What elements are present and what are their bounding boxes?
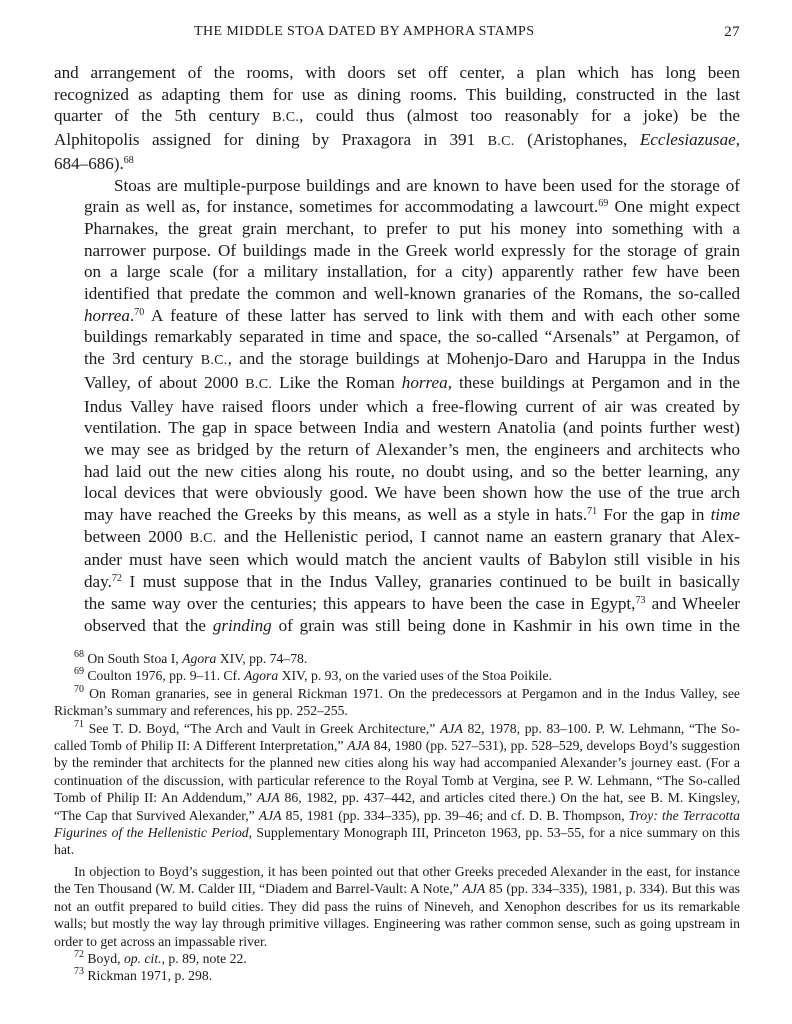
footnote-ref-68[interactable]: 68 (123, 154, 134, 166)
text-run: Coulton 1976, pp. 9–11. Cf. (84, 668, 244, 684)
text-line (54, 615, 740, 637)
text-run: 86, 1982, pp. 437–442, and articles cited there.) On the hat, see B. M. Kingsley, “The Cap that Survived Alexander,” (54, 790, 740, 823)
era-abbrev: B.C. (245, 376, 273, 392)
text-line: Pharnakes, the great grain merchant, to prefer to put his money into something with a (84, 218, 740, 238)
text-run: 84, 1980 (pp. 527–531), pp. 528–529, develops Boyd’s suggestion by the reminder that architects for the planned new cities along his way had accompanied Alexander’s journey east. (For a continuation of the discussion, with particular reference to the Royal Tomb at Vergina, see P. W. Lehmann, “The So-called Tomb of Philip II: An Addendum,” (54, 738, 740, 806)
text-run: In objection to Boyd’s suggestion, it has been pointed out that other Greeks preceded Alexander in the east, for instance the Ten Thousand (W. M. Calder III, “Diadem and Barrel-Vault: A Note,” (54, 863, 740, 897)
text-run: and Wheeler (645, 593, 740, 613)
era-abbrev: B.C. (189, 530, 217, 546)
text-line: ander must have seen which would match the ancient vaults of Babylon still visible in his (84, 550, 740, 570)
text-line (54, 526, 740, 550)
text-run: 684–686). (54, 153, 124, 173)
text-run: Valley, of about 2000 (84, 372, 246, 392)
text-run: XIV, pp. 74–78. (216, 651, 308, 666)
book-title: Troy: the Terracotta Figurines of the Hellenistic Period (54, 807, 740, 841)
journal-title: AJA (258, 807, 282, 823)
footnote-68 (54, 650, 740, 667)
footnote-ref-70[interactable]: 70 (134, 306, 145, 318)
text-run: 82, 1978, pp. 83–100. P. W. Lehmann, “The So-called Tomb of Philip II: A Different Interpretation,” (54, 720, 740, 754)
journal-title: AJA (462, 881, 486, 897)
footnote-71-continuation (54, 863, 740, 950)
text-run: , these buildings at Pergamon and in the (447, 372, 740, 392)
text-run: , Supplementary Monograph III, Princeton 1963, pp. 53–55, for a nice summary on this hat. (54, 825, 740, 858)
page-number: 27 (724, 24, 740, 40)
text-line (54, 372, 740, 396)
text-run: . (129, 305, 135, 325)
text-run: For the gap in (597, 505, 711, 525)
running-header (54, 24, 740, 44)
latin-abbrev: op. cit. (123, 950, 162, 966)
emphasis: time (710, 505, 740, 525)
text-run: A feature of these latter has served to link with them and with each other some (144, 305, 740, 325)
paragraph-1 (54, 62, 740, 175)
text-line: buildings remarkably separated in time and space, the so-called “Arsenals” at Pergamon, of (84, 327, 740, 347)
text-line: we may see as bridged by the return of Alexander’s men, the engineers and architects who (84, 439, 740, 459)
text-run: , (735, 130, 740, 150)
text-run: the same way over the centuries; this appears to have been the case in Egypt, (84, 593, 636, 613)
text-run: , could thus (almost too reasonably for a joke) be the (299, 106, 740, 126)
text-run: One might expect (608, 197, 740, 217)
journal-title: AJA (440, 720, 463, 736)
era-abbrev: B.C. (487, 134, 515, 150)
text-run: 85 (pp. 334–335), 1981, p. 334). But this was not an outfit prepared to build cities. They did pass the ruins of Nineveh, and Xenophon describes for us its remarkable walls; but mostly the way lay through primitive villages. Engineering was rather common sense, such as going upstream in order to get across an impassable river. (54, 881, 740, 949)
text-run: I must suppose that in the Indus Valley, granaries continued to be built in basically (121, 572, 740, 592)
work-title: Ecclesiazusae (639, 130, 736, 150)
text-line (54, 305, 740, 327)
emphasis: grinding (212, 615, 272, 635)
footnote-number: 69 (74, 666, 84, 678)
text-run: quarter of the 5th century (54, 106, 273, 126)
text-line (54, 129, 740, 153)
footnote-ref-72[interactable]: 72 (111, 573, 122, 585)
footnotes (54, 650, 740, 985)
text-line (54, 348, 740, 372)
text-line: identified that predate the common and well-known granaries of the Romans, the so-called (84, 284, 740, 304)
footnote-ref-71[interactable]: 71 (587, 506, 598, 518)
text-run: On Roman granaries, see in general Rickman 1971. On the predecessors at Pergamon and in the Indus Valley, see Rickman’s summary and references, his pp. 252–255. (54, 685, 740, 719)
text-run: Boyd, (84, 950, 124, 966)
text-line: had laid out the new cities along his route, no doubt using, and so the better learning, any (84, 461, 740, 481)
text-line (54, 504, 740, 526)
footnote-ref-69[interactable]: 69 (598, 198, 609, 210)
text-line: and arrangement of the rooms, with doors set off center, a plan which has long been (54, 63, 740, 82)
text-line (54, 153, 740, 175)
journal-title: AJA (347, 738, 371, 754)
footnote-71 (54, 720, 740, 859)
text-run: grain as well as, for instance, sometimes for accommodating a lawcourt. (84, 197, 599, 217)
footnote-ref-73[interactable]: 73 (635, 594, 646, 606)
footnote-number: 68 (74, 649, 84, 660)
text-line (54, 571, 740, 593)
text-run: Alphitopolis assigned for dining by Praxagora in 391 (54, 130, 488, 150)
text-run: of grain was still being done in Kashmir in his own time in the (271, 615, 740, 635)
text-line: Stoas are multiple-purpose buildings and are known to have been used for the storage of (114, 175, 740, 195)
footnote-69 (54, 667, 740, 684)
paragraph-2 (54, 175, 740, 637)
main-text (54, 62, 740, 636)
text-run: , p. 89, note 22. (161, 950, 247, 966)
text-run: Rickman 1971, p. 298. (84, 968, 213, 984)
text-run: 85, 1981 (pp. 334–335), pp. 39–46; and cf. D. B. Thompson, (281, 807, 629, 823)
footnote-70 (54, 685, 740, 720)
text-run: (Aristophanes, (514, 130, 640, 150)
text-line: narrower purpose. Of buildings made in the Greek world expressly for the storage of grain (84, 240, 740, 260)
series-title: Agora (182, 651, 217, 666)
journal-title: AJA (256, 790, 280, 806)
text-run: the 3rd century (84, 349, 201, 369)
latin-term: horrea (401, 372, 448, 392)
text-run: may have reached the Greeks by this means, as well as a style in hats. (84, 505, 588, 525)
footnote-number: 71 (74, 718, 84, 730)
text-line: Indus Valley have raised floors under which a free-flowing current of air was created by (84, 396, 740, 416)
text-run: XIV, p. 93, on the varied uses of the Stoa Poikile. (278, 668, 553, 684)
footnote-73 (54, 967, 740, 984)
series-title: Agora (243, 668, 279, 684)
text-line: ventilation. The gap in space between India and western Anatolia (and points further west) (84, 418, 740, 438)
text-run: between 2000 (84, 526, 190, 546)
text-run: and the Hellenistic period, I cannot name an eastern granary that Alex- (216, 526, 740, 546)
text-run: Like the Roman (272, 372, 402, 392)
footnote-72 (54, 950, 740, 967)
era-abbrev: B.C. (272, 110, 300, 126)
text-line: local devices that were obviously good. We have been shown how the use of the true arch (84, 483, 740, 503)
text-line: recognized as adapting them for use as dining rooms. This building, constructed in the last (54, 84, 740, 104)
latin-term: horrea (84, 305, 130, 325)
text-line (54, 196, 740, 218)
era-abbrev: B.C. (200, 353, 228, 369)
text-run: , and the storage buildings at Mohenjo-Daro and Haruppa in the Indus (227, 349, 740, 369)
text-run: observed that the (84, 615, 213, 635)
text-run: See T. D. Boyd, “The Arch and Vault in Greek Architecture,” (84, 720, 441, 736)
text-line (54, 593, 740, 615)
text-line: on a large scale (for a military installation, for a city) apparently rather few have been (84, 262, 740, 282)
running-title: THE MIDDLE STOA DATED BY AMPHORA STAMPS (194, 24, 535, 39)
footnote-number: 72 (74, 948, 84, 960)
footnote-number: 73 (74, 966, 84, 978)
text-run: On South Stoa I, (84, 651, 183, 666)
text-line (54, 105, 740, 129)
footnote-number: 70 (74, 683, 84, 695)
text-run: day. (84, 572, 112, 592)
